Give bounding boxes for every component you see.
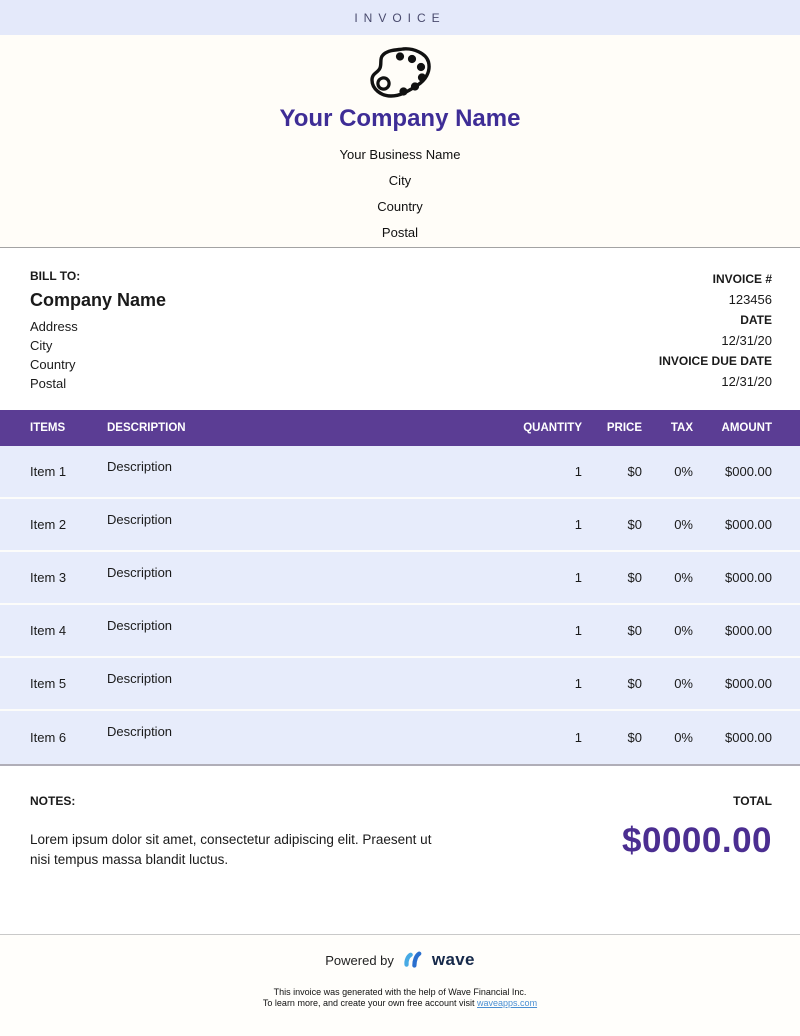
item-cell: Item 4 [30, 623, 67, 638]
price-cell: $0 [627, 464, 642, 479]
bill-to-label: BILL TO: [30, 269, 81, 283]
table-row [0, 552, 800, 605]
price-cell: $0 [627, 570, 642, 585]
quantity-cell: 1 [574, 676, 582, 691]
invoice-meta-block [659, 269, 772, 410]
date-label: DATE [740, 313, 772, 327]
tax-cell: 0% [674, 623, 693, 638]
invoice-title: INVOICE [354, 10, 446, 25]
bill-to-address: Address [30, 319, 78, 334]
bill-to-city: City [30, 338, 53, 353]
company-name: Your Company Name [279, 105, 521, 132]
table-header-row [0, 410, 800, 446]
header-price: PRICE [606, 422, 642, 434]
tax-cell: 0% [674, 517, 693, 532]
description-cell: Description [107, 459, 173, 474]
description-cell: Description [107, 671, 173, 686]
price-cell: $0 [627, 623, 642, 638]
powered-by-row [325, 950, 474, 970]
amount-cell: $000.00 [725, 676, 772, 691]
amount-cell: $000.00 [725, 464, 772, 479]
description-cell: Description [107, 565, 173, 580]
item-cell: Item 1 [30, 464, 67, 479]
palette-icon [367, 46, 433, 99]
tax-cell: 0% [674, 570, 693, 585]
tax-cell: 0% [674, 464, 693, 479]
amount-cell: $000.00 [725, 570, 772, 585]
due-date-label: INVOICE DUE DATE [658, 354, 772, 368]
total-block [622, 794, 772, 934]
notes-block [30, 794, 450, 934]
table-row [0, 605, 800, 658]
amount-cell: $000.00 [725, 730, 772, 745]
tax-cell: 0% [674, 730, 693, 745]
price-cell: $0 [627, 676, 642, 691]
footer-smallprint [0, 987, 800, 1009]
billing-section [0, 248, 800, 410]
wave-logo-icon [401, 950, 425, 970]
header-quantity: QUANTITY [523, 422, 582, 434]
company-country: Country [377, 199, 423, 214]
description-cell: Description [107, 618, 173, 633]
notes-label: NOTES: [30, 794, 76, 808]
item-cell: Item 3 [30, 570, 67, 585]
invoice-number-label: INVOICE # [712, 272, 772, 286]
total-label: TOTAL [733, 794, 772, 808]
table-row [0, 658, 800, 711]
invoice-title-bar [0, 0, 800, 35]
table-row [0, 446, 800, 499]
company-header [0, 35, 800, 248]
wave-brand-text: wave [431, 950, 475, 969]
footer-line2-text: To learn more, and create your own free account visit [262, 998, 478, 1008]
waveapps-link[interactable]: waveapps.com [477, 998, 538, 1008]
invoice-date: 12/31/20 [721, 333, 772, 348]
quantity-cell: 1 [574, 623, 582, 638]
description-cell: Description [107, 512, 173, 527]
amount-cell: $000.00 [725, 623, 772, 638]
items-table [0, 410, 800, 766]
company-city: City [388, 173, 412, 188]
footer-line1: This invoice was generated with the help of Wave Financial Inc. [273, 987, 527, 997]
footer [0, 935, 800, 1009]
company-postal: Postal [381, 225, 419, 240]
quantity-cell: 1 [574, 730, 582, 745]
bill-to-company: Company Name [30, 290, 167, 310]
price-cell: $0 [627, 517, 642, 532]
quantity-cell: 1 [574, 464, 582, 479]
table-row [0, 711, 800, 764]
company-logo [0, 44, 800, 100]
header-amount: AMOUNT [721, 422, 772, 434]
invoice-due-date: 12/31/20 [721, 374, 772, 389]
invoice-number: 123456 [728, 292, 772, 307]
company-details [0, 142, 800, 246]
item-cell: Item 6 [30, 730, 67, 745]
powered-by-text: Powered by [325, 952, 394, 968]
total-amount: $0000.00 [622, 821, 772, 860]
notes-text: Lorem ipsum dolor sit amet, consectetur adipiscing elit. Praesent ut nisi tempus massa blandit luctus. [30, 832, 432, 867]
item-cell: Item 2 [30, 517, 67, 532]
header-tax: TAX [670, 422, 693, 434]
bill-to-postal: Postal [30, 376, 67, 391]
table-row [0, 499, 800, 552]
quantity-cell: 1 [574, 517, 582, 532]
header-description: DESCRIPTION [107, 422, 186, 434]
bill-to-block [30, 269, 166, 410]
bill-to-country: Country [30, 357, 76, 372]
business-name: Your Business Name [339, 147, 461, 162]
item-cell: Item 5 [30, 676, 67, 691]
price-cell: $0 [627, 730, 642, 745]
header-items: ITEMS [30, 422, 66, 434]
amount-cell: $000.00 [725, 517, 772, 532]
quantity-cell: 1 [574, 570, 582, 585]
summary-section [0, 766, 800, 935]
footer-line2 [0, 998, 800, 1009]
description-cell: Description [107, 724, 173, 739]
tax-cell: 0% [674, 676, 693, 691]
